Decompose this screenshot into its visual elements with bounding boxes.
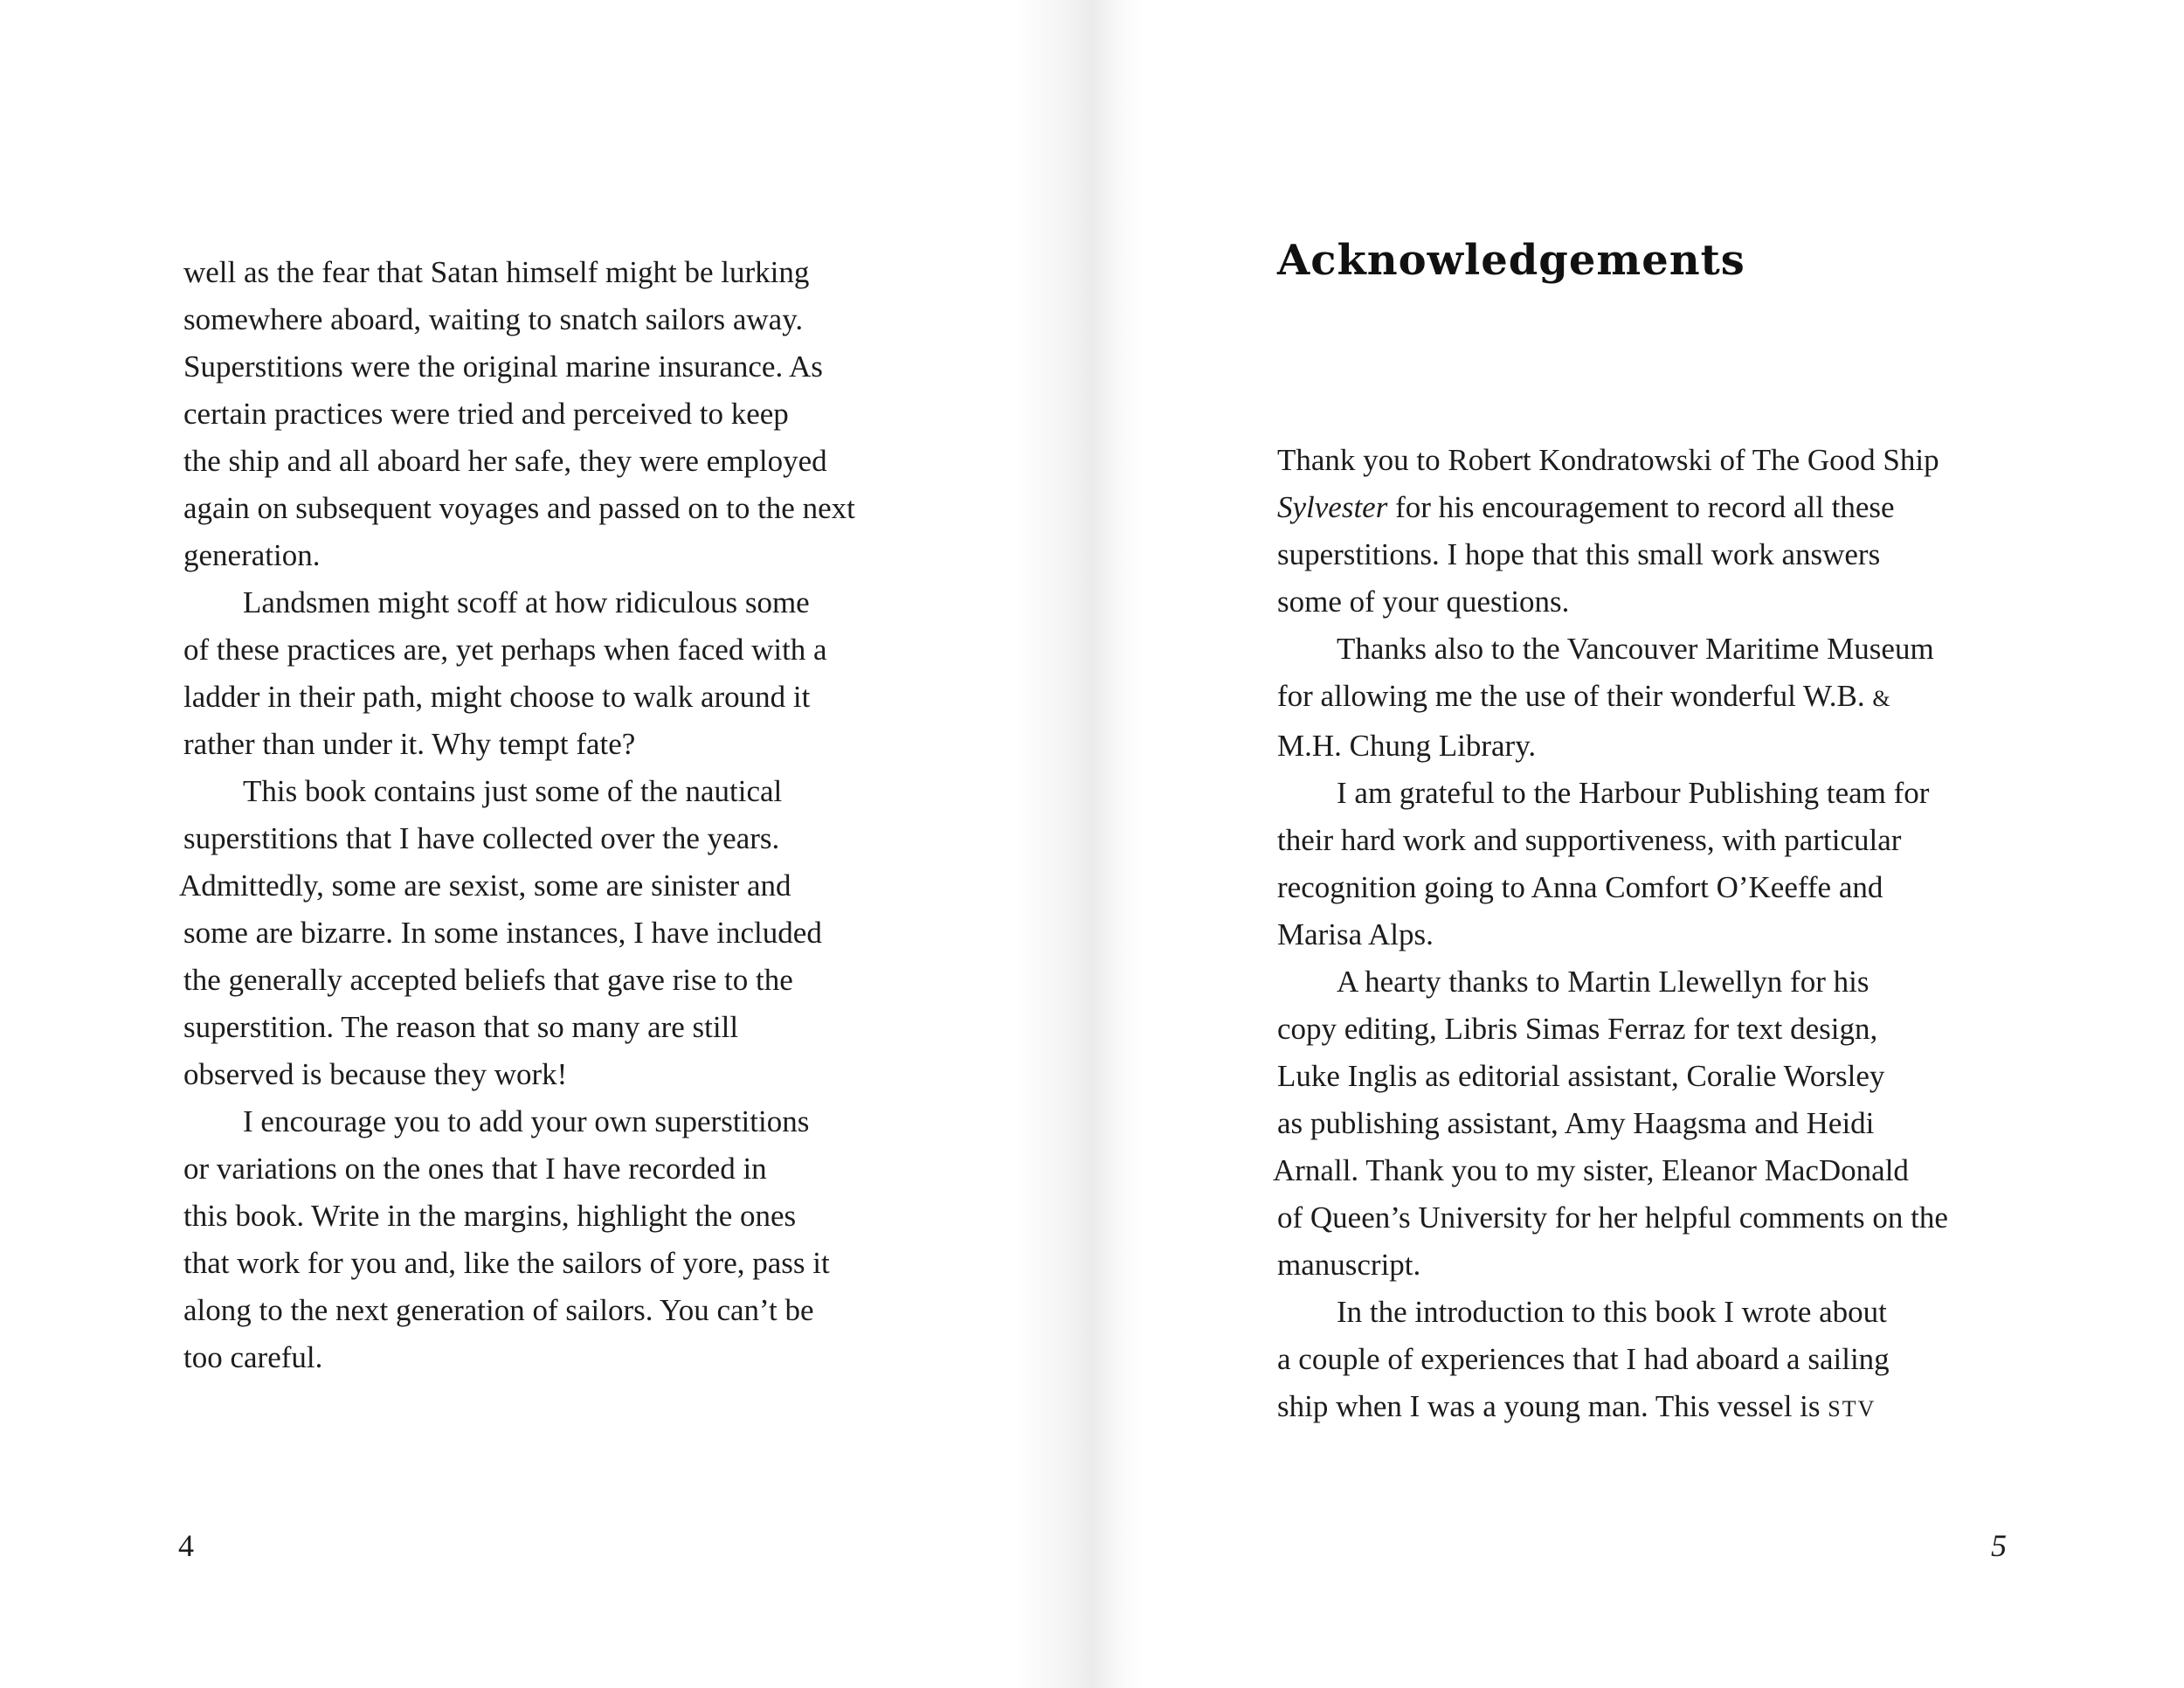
paragraph-start-line: Thanks also to the Vancouver Maritime Museum bbox=[1337, 632, 1934, 666]
body-line: well as the fear that Satan himself might be lurking bbox=[183, 255, 810, 289]
page-number-right: 5 bbox=[1991, 1528, 2007, 1563]
body-line: Luke Inglis as editorial assistant, Coralie Worsley bbox=[1277, 1059, 1885, 1093]
body-line: again on subsequent voyages and passed on to the next bbox=[183, 491, 855, 525]
body-line: this book. Write in the margins, highlight the ones bbox=[183, 1199, 797, 1233]
ampersand: & bbox=[1872, 686, 1892, 711]
paragraph-start-line: Landsmen might scoff at how ridiculous some bbox=[243, 585, 810, 619]
body-line: somewhere aboard, waiting to snatch sailors away. bbox=[183, 302, 804, 336]
right-page-body bbox=[1273, 437, 2020, 1433]
body-line: or variations on the ones that I have recorded in bbox=[183, 1152, 767, 1186]
body-line: generation. bbox=[183, 538, 321, 572]
paragraph-start-line: In the introduction to this book I wrote about bbox=[1337, 1295, 1887, 1329]
body-line: Superstitions were the original marine insurance. As bbox=[183, 349, 823, 384]
body-line: certain practices were tried and perceived to keep bbox=[183, 397, 789, 431]
body-line: ladder in their path, might choose to walk around it bbox=[183, 680, 811, 714]
body-line: Admittedly, some are sexist, some are sinister and bbox=[179, 868, 791, 903]
paragraph-start-line: A hearty thanks to Martin Llewellyn for his bbox=[1337, 965, 1870, 999]
body-line: the generally accepted beliefs that gave rise to the bbox=[183, 963, 793, 997]
body-line: too careful. bbox=[183, 1340, 323, 1374]
body-line: superstitions that I have collected over the years. bbox=[183, 821, 780, 855]
body-line: some of your questions. bbox=[1277, 585, 1570, 619]
body-line: recognition going to Anna Comfort O’Keeffe and bbox=[1277, 870, 1883, 904]
section-heading: Acknowledgements bbox=[1277, 236, 1745, 285]
body-line: as publishing assistant, Amy Haagsma and Heidi bbox=[1277, 1106, 1875, 1140]
body-line: Arnall. Thank you to my sister, Eleanor MacDonald bbox=[1273, 1153, 1909, 1187]
left-page-body bbox=[179, 249, 926, 1381]
body-line: M.H. Chung Library. bbox=[1277, 729, 1537, 763]
body-line: along to the next generation of sailors. You can’t be bbox=[183, 1293, 814, 1327]
body-line: the ship and all aboard her safe, they were employed bbox=[183, 444, 827, 478]
body-line-text: ship when I was a young man. This vessel is bbox=[1277, 1389, 1828, 1423]
body-line: some are bizarre. In some instances, I have included bbox=[183, 916, 822, 950]
paragraph-start-line: I encourage you to add your own superstitions bbox=[243, 1104, 810, 1138]
body-line: their hard work and supportiveness, with particular bbox=[1277, 823, 1902, 857]
paragraph-start-line: This book contains just some of the nautical bbox=[243, 774, 783, 808]
body-line-rest: for his encouragement to record all these bbox=[1387, 490, 1895, 524]
body-line bbox=[1277, 673, 2020, 723]
body-line: copy editing, Libris Simas Ferraz for text design, bbox=[1277, 1012, 1878, 1046]
body-line: manuscript. bbox=[1277, 1248, 1421, 1282]
body-line: rather than under it. Why tempt fate? bbox=[183, 727, 636, 761]
body-line bbox=[1277, 484, 2020, 531]
body-line: observed is because they work! bbox=[183, 1057, 568, 1091]
body-line: of these practices are, yet perhaps when faced with a bbox=[183, 633, 827, 667]
body-line: superstitions. I hope that this small work answers bbox=[1277, 537, 1881, 571]
body-line: Thank you to Robert Kondratowski of The Good Ship bbox=[1277, 443, 1939, 477]
body-line-text: for allowing me the use of their wonderful W.B. bbox=[1277, 679, 1873, 713]
small-caps-abbreviation: STV bbox=[1828, 1396, 1876, 1422]
ship-name-italic: Sylvester bbox=[1277, 490, 1388, 524]
body-line: that work for you and, like the sailors of yore, pass it bbox=[183, 1246, 830, 1280]
page-number-left: 4 bbox=[178, 1528, 194, 1563]
body-line bbox=[1277, 1383, 2020, 1433]
body-line: of Queen’s University for her helpful comments on the bbox=[1277, 1200, 1948, 1235]
paragraph-start-line: I am grateful to the Harbour Publishing team for bbox=[1337, 776, 1930, 810]
body-line: a couple of experiences that I had aboard a sailing bbox=[1277, 1342, 1890, 1376]
body-line: Marisa Alps. bbox=[1277, 917, 1434, 951]
body-line: superstition. The reason that so many are still bbox=[183, 1010, 739, 1044]
